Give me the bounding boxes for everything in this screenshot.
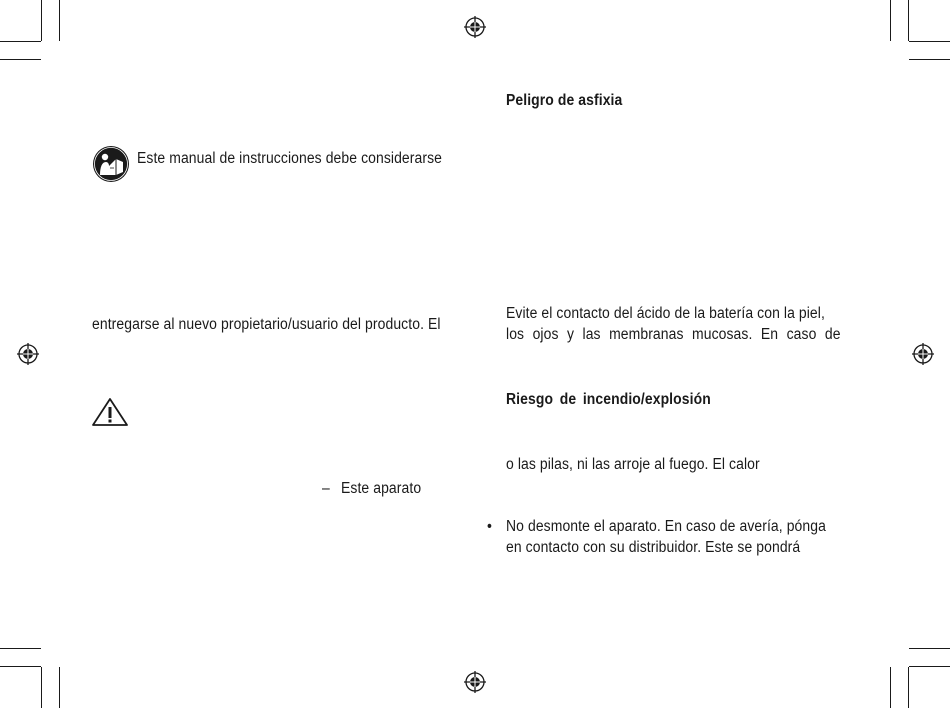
crop-mark-top-right-v2 xyxy=(890,0,891,41)
fire-warning-line: o las pilas, ni las arroje al fuego. El calor xyxy=(506,456,760,473)
crop-mark-top-left-h xyxy=(0,41,41,42)
registration-mark-left xyxy=(17,343,39,365)
crop-mark-bottom-right-v2 xyxy=(890,667,891,708)
crop-mark-bottom-right-h xyxy=(909,666,950,667)
crop-mark-bottom-left-h2 xyxy=(0,648,41,649)
handover-line: entregarse al nuevo propietario/usuario del producto. El xyxy=(92,316,441,333)
battery-warning-line-1: Evite el contacto del ácido de la batería con la piel, xyxy=(506,305,825,322)
crop-mark-bottom-left-v2 xyxy=(59,667,60,708)
crop-mark-top-right-h xyxy=(909,41,950,42)
registration-mark-right xyxy=(912,343,934,365)
crop-mark-bottom-right-v xyxy=(908,667,909,708)
fire-explosion-heading: Riesgo de incendio/explosión xyxy=(506,391,711,408)
crop-mark-bottom-right-h2 xyxy=(909,648,950,649)
crop-mark-bottom-left-h xyxy=(0,666,41,667)
device-line: Este aparato xyxy=(341,480,422,497)
manual-instructions-line: Este manual de instrucciones debe considerarse xyxy=(137,150,443,167)
disassemble-line-2: en contacto con su distribuidor. Este se pondrá xyxy=(506,539,801,556)
suffocation-heading: Peligro de asfixia xyxy=(506,92,623,109)
crop-mark-top-left-h2 xyxy=(0,59,41,60)
registration-mark-top xyxy=(464,16,486,38)
crop-mark-top-left-v xyxy=(41,0,42,41)
registration-mark-bottom xyxy=(464,671,486,693)
battery-warning-line-2: los ojos y las membranas mucosas. En caso de xyxy=(506,326,841,343)
crop-mark-top-right-v xyxy=(908,0,909,41)
bullet-marker: • xyxy=(487,518,492,535)
manual-book-icon xyxy=(92,145,130,183)
crop-mark-top-left-v2 xyxy=(59,0,60,41)
warning-triangle-icon xyxy=(91,397,129,427)
dash-marker: – xyxy=(322,480,330,497)
crop-mark-top-right-h2 xyxy=(909,59,950,60)
crop-mark-bottom-left-v xyxy=(41,667,42,708)
disassemble-line-1: No desmonte el aparato. En caso de avería, pónga xyxy=(506,518,826,535)
